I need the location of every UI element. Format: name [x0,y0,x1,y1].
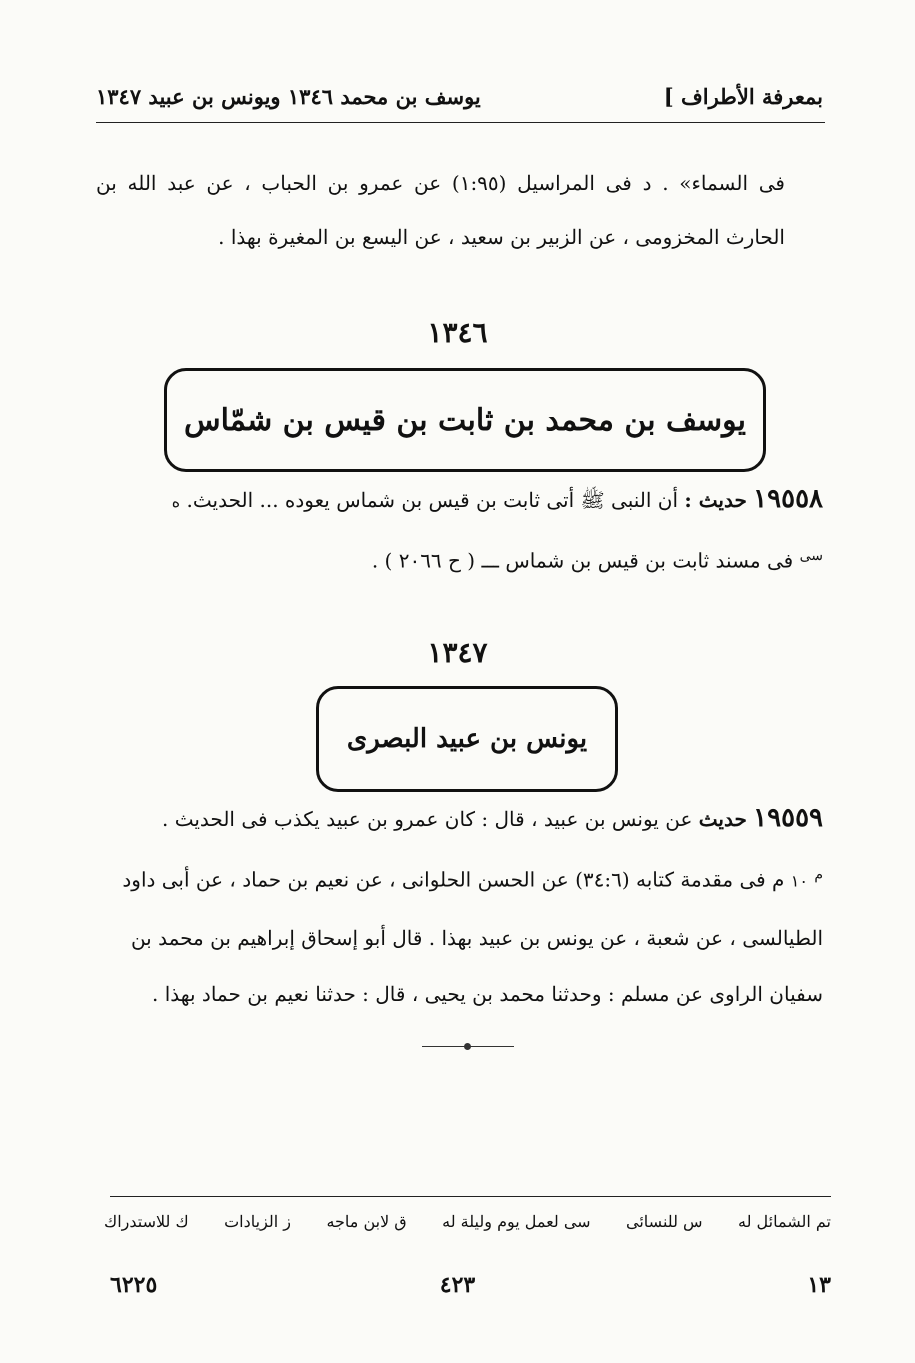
hadith-entry-19559 [100,790,823,1022]
section-title-1346: يوسف بن محمد بن ثابت بن قيس بن شمّاس [183,402,747,438]
legend-item: ز الزيادات [224,1212,292,1231]
margin-siglum-left: ١٠ [790,871,808,891]
hadith-line [100,790,823,847]
section-title-box-1346 [164,368,766,472]
hadith-entry-19558 [76,472,823,588]
legend-item: تم الشمائل له [737,1212,831,1231]
margin-siglum-right: م [814,867,823,883]
hadith-line [76,472,823,529]
hadith-ref-line [76,529,823,588]
sigla-legend [104,1212,831,1231]
running-head-right: بمعرفة الأطراف ] [663,84,823,109]
hadith-reference: م فى مقدمة كتابه (٣٤:٦) عن الحسن الحلوانى ، عن نعيم بن حماد ، عن أبى داود الطيالسى ، عن شعبة ، عن يونس بن عبيد بهذا . قال أبو إسحاق إبراهيم بن محمد بن سفيان الراوى عن مسلم : وحدثنا محمد بن يحيى ، قال : حدثنا نعيم بن حماد بهذا . [122,867,823,1006]
margin-siglum-left: ه [171,492,181,511]
hadith-text: أن النبى ﷺ أتى ثابت بن قيس بن شماس يعوده ... الحديث. [186,488,679,512]
hadith-number: ١٩٥٥٨ [753,484,823,514]
header-rule [96,122,825,123]
volume-number: ١٣ [807,1272,831,1298]
serial-number: ٦٢٢٥ [110,1272,158,1298]
section-number-1346: ١٣٤٦ [427,316,488,349]
section-title-1347: يونس بن عبيد البصرى [346,724,588,754]
section-title-box-1347 [316,686,618,792]
legend-item: ك للاستدراك [104,1212,189,1231]
hadith-number: ١٩٥٥٩ [753,803,823,833]
page-number: ٤٢٣ [439,1272,476,1298]
margin-siglum-right: سى [799,548,823,564]
end-ornament-dot [464,1043,471,1050]
section-number-1347: ١٣٤٧ [427,636,488,669]
hadith-label: حديث : [684,488,747,512]
legend-item: سى لعمل يوم وليلة له [442,1212,591,1231]
footer-rule [110,1196,831,1197]
hadith-reference: فى مسند ثابت بن قيس بن شماس ـــ ( ح ٢٠٦٦ ) . [371,548,794,573]
hadith-text: عن يونس بن عبيد ، قال : كان عمرو بن عبيد يكذب فى الحديث . [162,807,693,831]
hadith-label: حديث [698,807,747,831]
running-head-left: يوسف بن محمد ١٣٤٦ ويونس بن عبيد ١٣٤٧ [96,84,481,109]
hadith-ref-line [100,847,823,1022]
intro-paragraph: فى السماء» . د فى المراسيل (١:٩٥) عن عمرو بن الحباب ، عن عبد الله بن الحارث المخزومى ، عن الزبير بن سعيد ، عن اليسع بن المغيرة بهذا . [96,171,785,249]
legend-item: س للنسائى [626,1212,703,1231]
legend-item: ق لابن ماجه [326,1212,407,1231]
